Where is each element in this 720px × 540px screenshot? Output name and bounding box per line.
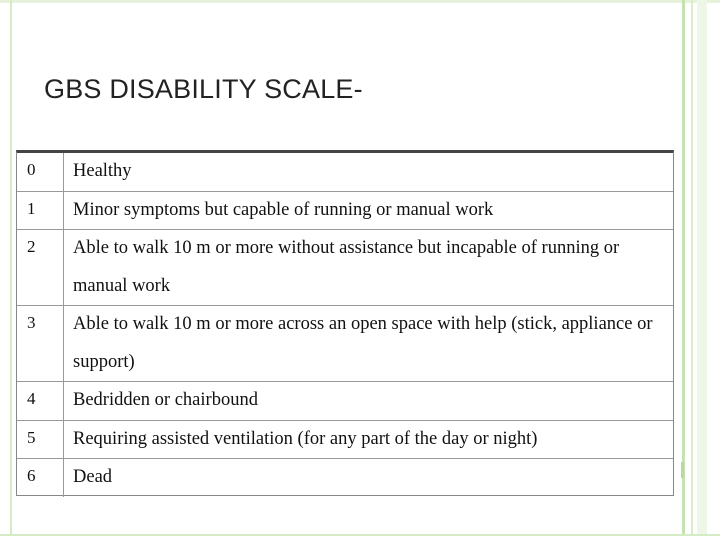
slide-frame-right bbox=[682, 0, 720, 540]
grade-cell: 6 bbox=[17, 459, 64, 497]
grade-cell: 2 bbox=[17, 230, 64, 306]
description-cell: Able to walk 10 m or more across an open space with help (stick, appliance or support) bbox=[64, 306, 674, 382]
grade-cell: 4 bbox=[17, 382, 64, 421]
description-cell: Bedridden or chairbound bbox=[64, 382, 674, 421]
table-row bbox=[17, 153, 673, 191]
table-row bbox=[17, 230, 673, 306]
frame-accent-mark bbox=[681, 462, 684, 478]
grade-cell: 0 bbox=[17, 153, 64, 191]
grade-cell: 5 bbox=[17, 420, 64, 459]
slide-title: GBS DISABILITY SCALE- bbox=[44, 74, 363, 104]
description-cell: Minor symptoms but capable of running or manual work bbox=[64, 191, 674, 230]
slide-frame-top bbox=[0, 0, 720, 3]
grade-cell: 1 bbox=[17, 191, 64, 230]
description-cell: Dead bbox=[64, 459, 674, 497]
slide-frame-bottom bbox=[0, 534, 720, 540]
table-row bbox=[17, 382, 673, 421]
table-row bbox=[17, 191, 673, 230]
table-row bbox=[17, 420, 673, 459]
table-row bbox=[17, 306, 673, 382]
scale-table-grid bbox=[17, 153, 673, 497]
slide-frame-left bbox=[0, 0, 12, 540]
description-cell: Healthy bbox=[64, 153, 674, 191]
grade-cell: 3 bbox=[17, 306, 64, 382]
table-row bbox=[17, 459, 673, 497]
disability-scale-table bbox=[16, 150, 674, 496]
description-cell: Able to walk 10 m or more without assistance but incapable of running or manual work bbox=[64, 230, 674, 306]
description-cell: Requiring assisted ventilation (for any part of the day or night) bbox=[64, 420, 674, 459]
